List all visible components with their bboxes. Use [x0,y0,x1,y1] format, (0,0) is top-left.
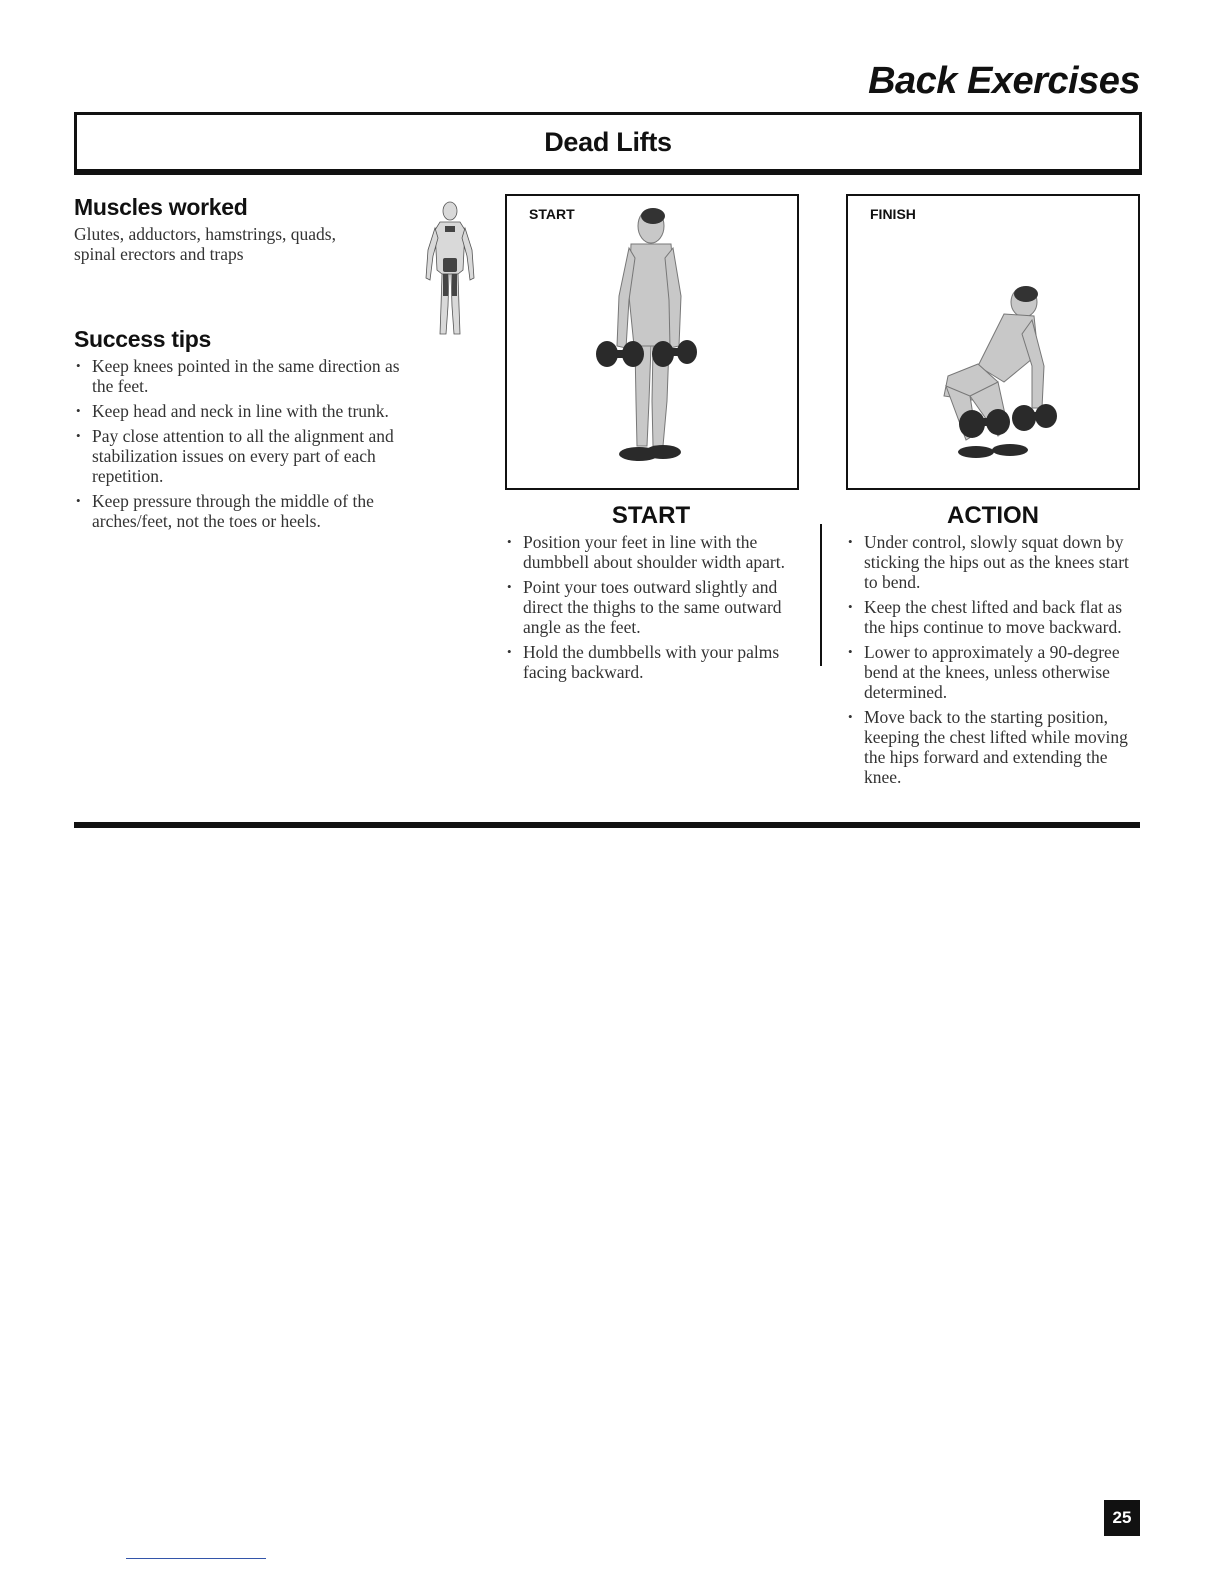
action-step: • Move back to the starting position, keeping the chest lifted while moving the hips forward and extending the knee. [846,707,1142,787]
section-title: Back Exercises [868,60,1140,102]
tip-item: • Keep knees pointed in the same direction as the feet. [74,356,404,396]
tips-list [74,356,404,531]
start-photo-label: START [529,206,575,222]
tip-item: • Keep head and neck in line with the trunk. [74,401,404,421]
action-step: • Keep the chest lifted and back flat as the hips continue to move backward. [846,597,1142,637]
start-list-container [505,532,797,687]
finish-photo-label: FINISH [870,206,916,222]
page-number: 25 [1104,1500,1140,1536]
action-list-container [846,532,1142,792]
action-list [846,532,1142,787]
tip-item: • Pay close attention to all the alignment and stabilization issues on every part of each repetition. [74,426,404,486]
finish-pose-figure [848,196,1138,488]
tip-item: • Keep pressure through the middle of the arches/feet, not the toes or heels. [74,491,404,531]
muscles-heading: Muscles worked [74,194,248,220]
finish-photo-box [846,194,1140,490]
exercise-title-box [74,112,1142,175]
column-divider [820,524,822,666]
action-step: • Lower to approximately a 90-degree bend at the knees, unless otherwise determined. [846,642,1142,702]
muscle-diagram-figure [418,200,482,340]
action-heading: ACTION [947,502,1039,529]
action-step: • Under control, slowly squat down by sticking the hips out as the knees start to bend. [846,532,1142,592]
tips-list-container [74,356,404,536]
start-step: • Position your feet in line with the dumbbell about shoulder width apart. [505,532,797,572]
start-list [505,532,797,682]
start-heading: START [611,502,691,529]
start-step: • Point your toes outward slightly and direct the thighs to the same outward angle as the feet. [505,577,797,637]
bottom-rule [74,822,1140,828]
start-photo-box [505,194,799,490]
start-step: • Hold the dumbbells with your palms facing backward. [505,642,797,682]
link-underline [126,1558,266,1559]
exercise-title: Dead Lifts [544,127,672,157]
muscles-text: Glutes, adductors, hamstrings, quads, spinal erectors and traps [74,224,336,264]
start-pose-figure [507,196,797,488]
tips-heading: Success tips [74,326,212,352]
